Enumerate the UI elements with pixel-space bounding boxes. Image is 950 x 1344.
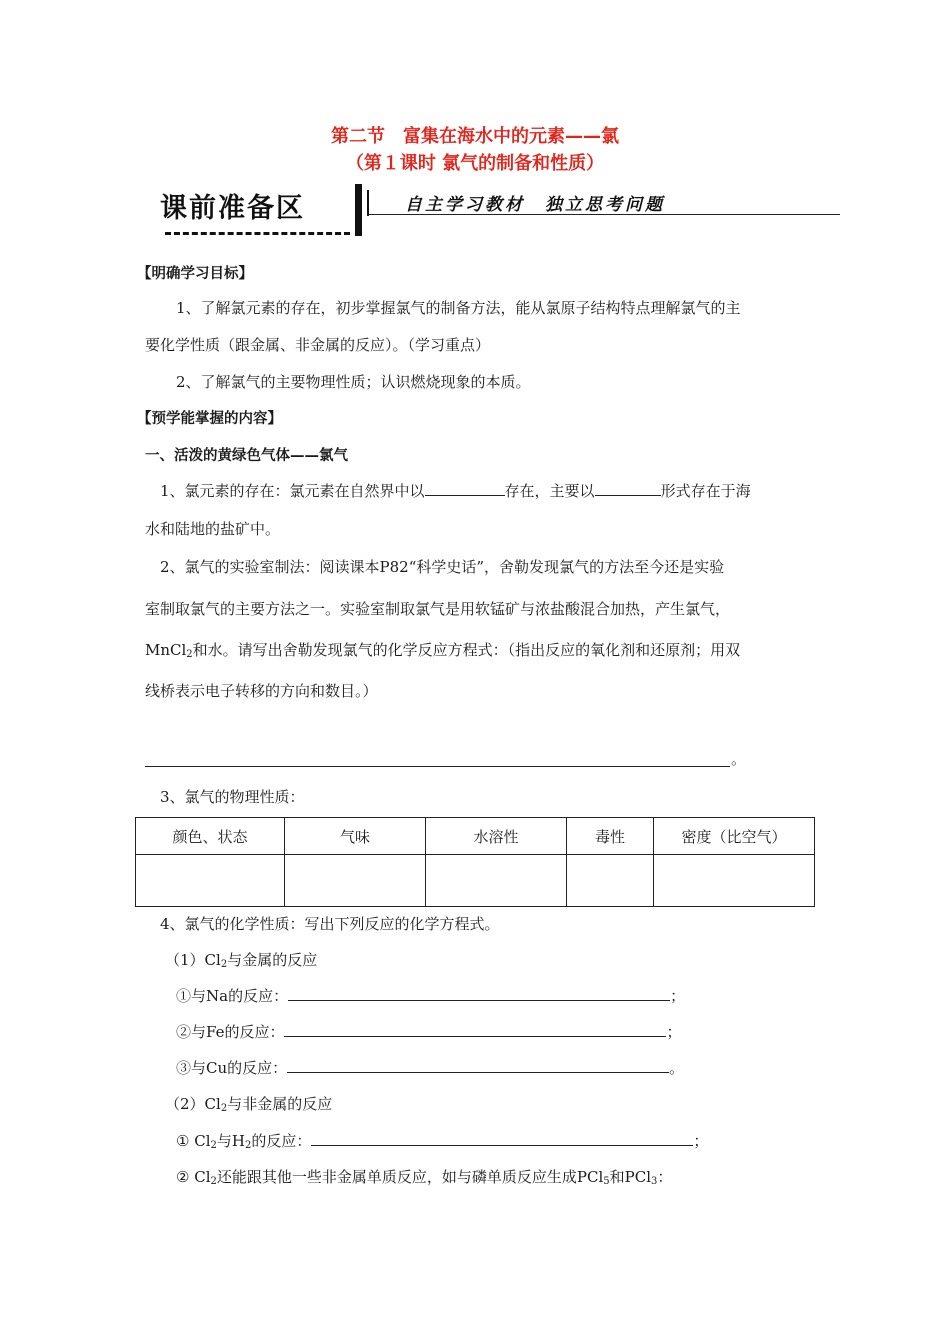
blank-cu-equation[interactable]: [287, 1058, 669, 1073]
item-1-line-1: [160, 480, 751, 501]
table-cell-density[interactable]: [654, 855, 815, 907]
sub-1-subscript: 2: [220, 959, 228, 970]
reaction-na-row: [176, 985, 685, 1006]
h2-text-b: 与H: [216, 1132, 245, 1150]
sub-2-text-a: （2）Cl: [165, 1095, 221, 1113]
goal-1-line-1: 1、了解氯元素的存在，初步掌握氯气的制备方法，能从氯原子结构特点理解氯气的主: [176, 299, 741, 317]
sub-1-text-b: 与金属的反应: [227, 951, 318, 969]
section-header-goals: 【明确学习目标】: [137, 266, 253, 282]
table-cell-color-state[interactable]: [136, 855, 285, 907]
banner-dashed-underline: [165, 232, 350, 235]
table-cell-solubility[interactable]: [426, 855, 567, 907]
blank-main-form[interactable]: [595, 481, 661, 496]
banner-divider-thin: [367, 190, 369, 216]
p-text-c: 和PCl: [609, 1168, 651, 1186]
item-2-line-3: [145, 639, 740, 660]
goal-2: 2、了解氯气的主要物理性质；认识燃烧现象的本质。: [176, 373, 531, 391]
sub-2-text-b: 与非金属的反应: [227, 1095, 333, 1113]
banner-divider-bar: [355, 184, 362, 236]
item-4-sub-2: [165, 1093, 332, 1114]
table-header-toxicity: 毒性: [567, 818, 654, 855]
item-2-line-1: 2、氯气的实验室制法：阅读课本P82“科学史话”，舍勒发现氯气的方法至今还是实验: [160, 558, 725, 576]
mncl2-text: MnCl: [145, 641, 187, 659]
reaction-phosphorus-row: [176, 1166, 672, 1187]
reaction-na-label: ①与Na的反应：: [176, 987, 289, 1005]
blank-na-equation[interactable]: [288, 986, 670, 1001]
reaction-fe-label: ②与Fe的反应：: [176, 1023, 285, 1041]
reaction-cu-label: ③与Cu的反应：: [176, 1059, 288, 1077]
h2-sub-2: 2: [244, 1140, 252, 1151]
item-4-label: 4、氯气的化学性质：写出下列反应的化学方程式。: [160, 915, 500, 933]
p-sub-2: 5: [603, 1176, 610, 1187]
item-1-text-b: 存在，主要以: [504, 482, 595, 500]
answer-line-scheele-equation[interactable]: [145, 766, 730, 767]
table-header-color-state: 颜色、状态: [136, 818, 285, 855]
title-line-1: 第二节 富集在海水中的元素——氯: [331, 126, 619, 147]
title-line-2: （第１课时 氯气的制备和性质）: [345, 153, 605, 174]
reaction-cu-end: 。: [669, 1059, 685, 1077]
h2-sub-1: 2: [210, 1140, 217, 1151]
section-header-preview: 【预学能掌握的内容】: [137, 411, 282, 427]
h2-text-c: 的反应：: [251, 1132, 312, 1150]
table-cell-odor[interactable]: [285, 855, 426, 907]
item-2-line-4: 线桥表示电子转移的方向和数目。）: [145, 682, 378, 700]
table-header-odor: 气味: [285, 818, 426, 855]
p-sub-3: 3: [651, 1176, 658, 1187]
reaction-fe-row: [176, 1021, 681, 1042]
item-4-sub-1: [165, 949, 317, 970]
reaction-fe-end: ；: [666, 1023, 682, 1041]
sub-1-text-a: （1）Cl: [165, 951, 221, 969]
blank-h2-equation[interactable]: [311, 1131, 693, 1146]
item-1-line-2: 水和陆地的盐矿中。: [145, 520, 281, 538]
goal-1-line-2: 要化学性质（跟金属、非金属的反应）。（学习重点）: [145, 336, 491, 354]
table-header-density: 密度（比空气）: [654, 818, 815, 855]
blank-occurrence-form[interactable]: [425, 481, 505, 496]
blank-fe-equation[interactable]: [284, 1022, 666, 1037]
banner-box-text: 课前准备区: [160, 193, 305, 224]
reaction-cu-row: [176, 1057, 684, 1078]
item-1-text-c: 形式存在于海: [660, 482, 751, 500]
mncl2-subscript: 2: [186, 649, 193, 660]
p-text-a: ② Cl: [176, 1168, 211, 1186]
h2-text-a: ① Cl: [176, 1132, 211, 1150]
part-1-title: 一、活泼的黄绿色气体——氯气: [145, 448, 348, 464]
answer-line-period: 。: [731, 750, 747, 768]
banner-slogan: 自主学习教材 独立思考问题: [405, 195, 665, 215]
reaction-h2-end: ；: [693, 1132, 709, 1150]
reaction-na-end: ；: [670, 987, 686, 1005]
physical-properties-table: [135, 817, 815, 907]
table-header-solubility: 水溶性: [426, 818, 567, 855]
table-cell-toxicity[interactable]: [567, 855, 654, 907]
p-text-b: 还能跟其他一些非金属单质反应，如与磷单质反应生成PCl: [216, 1168, 604, 1186]
item-2-line-3-rest: 和水。请写出舍勒发现氯气的化学反应方程式：（指出反应的氧化剂和还原剂；用双: [192, 641, 741, 659]
p-sub-1: 2: [210, 1176, 217, 1187]
item-2-line-2: 室制取氯气的主要方法之一。实验室制取氯气是用软锰矿与浓盐酸混合加热，产生氯气，: [145, 600, 731, 618]
sub-2-subscript: 2: [220, 1103, 228, 1114]
p-text-d: ：: [657, 1168, 673, 1186]
item-1-text-a: 1、氯元素的存在：氯元素在自然界中以: [160, 482, 425, 500]
item-3-label: 3、氯气的物理性质：: [160, 788, 305, 806]
reaction-h2-row: [176, 1130, 708, 1151]
banner-rule: [367, 214, 840, 215]
